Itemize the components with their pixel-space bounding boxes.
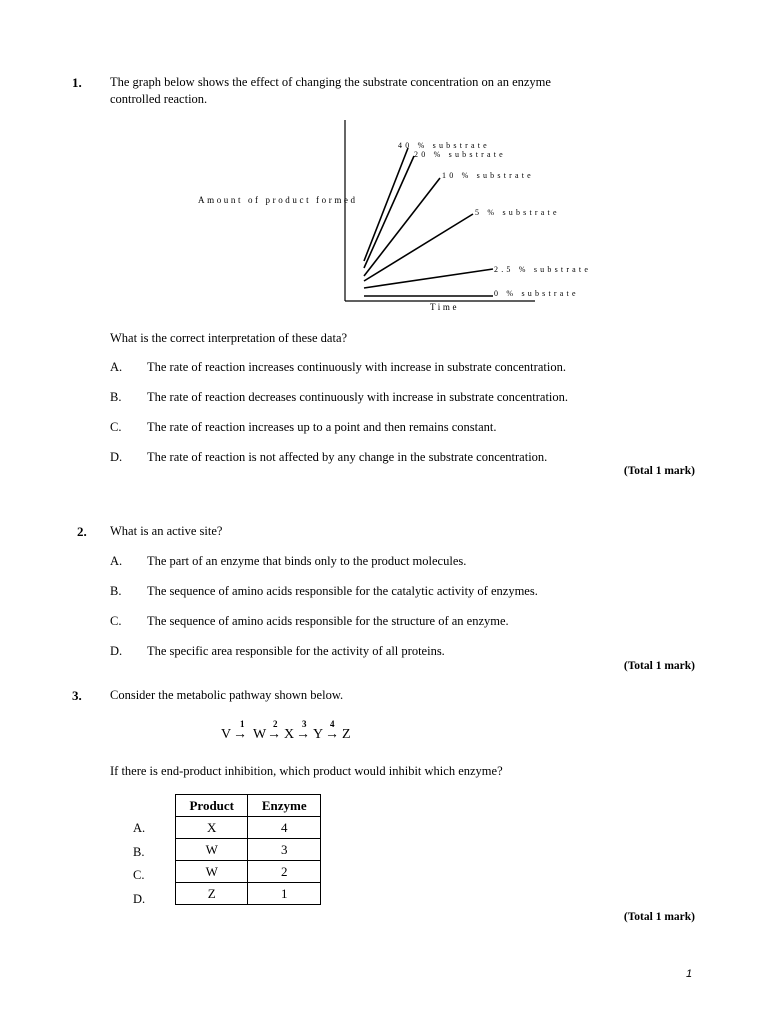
page-number: 1 [686,968,693,980]
label-10-percent: 10 % substrate [442,171,534,180]
graph-y-axis-label: Amount of product formed [198,195,358,205]
table-row [176,839,321,861]
label-2-5-percent: 2.5 % substrate [494,265,592,274]
table-row [176,883,321,905]
product-cell: W [176,839,248,861]
enzyme-cell: 3 [248,839,321,861]
pathway-arrow-1: → [233,727,247,742]
q1-number: 1. [72,75,82,90]
enzyme-cell: 1 [248,883,321,905]
product-cell: Z [176,883,248,905]
q1-option-d-letter: D. [110,450,123,464]
label-20-percent: 20 % substrate [414,150,506,159]
q2-option-c-text: The sequence of amino acids responsible for the structure of an enzyme. [147,614,509,628]
q1-stem-line2: controlled reaction. [110,92,208,106]
graph-x-axis-label: Time [430,302,460,312]
pathway-node-x: X [284,727,295,742]
pathway-arrow-4: → [325,727,339,742]
q2-total-marks: (Total 1 mark) [623,660,695,672]
product-cell: X [176,817,248,839]
table-row [176,817,321,839]
pathway-node-w: W [253,727,267,742]
q1-option-b-letter: B. [110,390,122,404]
enzyme-cell: 2 [248,861,321,883]
q3-option-b-letter: B. [133,845,145,859]
q1-option-a-letter: A. [110,360,123,374]
q2-option-d-text: The specific area responsible for the activity of all proteins. [147,644,445,658]
label-40-percent: 40 % substrate [398,141,490,150]
pathway-node-z: Z [342,727,351,742]
q3-number: 3. [72,688,82,703]
line-5-percent [364,214,473,281]
label-0-percent: 0 % substrate [494,289,579,298]
enzyme-number-1: 1 [240,719,245,729]
q1-option-b-text: The rate of reaction decreases continuously with increase in substrate concentration. [147,390,569,404]
q2-option-d-letter: D. [110,644,123,658]
q2-question: What is an active site? [110,524,223,538]
pathway-node-y: Y [313,727,324,742]
q2-option-a-text: The part of an enzyme that binds only to the product molecules. [147,554,467,568]
q2-option-c-letter: C. [110,614,122,628]
q1-option-c-letter: C. [110,420,122,434]
q1-question: What is the correct interpretation of these data? [110,331,348,345]
q3-stem: Consider the metabolic pathway shown below. [110,688,344,702]
enzyme-number-4: 4 [330,719,335,729]
q2-number: 2. [77,524,87,539]
q1-option-d-text: The rate of reaction is not affected by any change in the substrate concentration. [147,450,548,464]
q1-stem-line1: The graph below shows the effect of changing the substrate concentration on an enzyme [110,75,551,89]
q3-question: If there is end-product inhibition, which product would inhibit which enzyme? [110,764,503,778]
q3-option-c-letter: C. [133,868,145,882]
q2-option-b-letter: B. [110,584,122,598]
answer-table-header-row [176,795,321,817]
line-2-5-percent [364,269,493,288]
q3-option-d-letter: D. [133,892,146,906]
header-product: Product [176,795,248,817]
pathway-arrow-2: → [267,727,281,742]
q1-total-marks: (Total 1 mark) [623,465,695,477]
header-enzyme: Enzyme [248,795,321,817]
label-5-percent: 5 % substrate [475,208,560,217]
q2-option-a-letter: A. [110,554,123,568]
pathway-arrow-3: → [296,727,310,742]
enzyme-number-2: 2 [273,719,278,729]
line-20-percent [364,156,414,268]
product-cell: W [176,861,248,883]
table-row [176,861,321,883]
q1-option-a-text: The rate of reaction increases continuously with increase in substrate concentration. [147,360,566,374]
enzyme-number-3: 3 [302,719,307,729]
line-40-percent [364,148,408,261]
q1-option-c-text: The rate of reaction increases up to a point and then remains constant. [147,420,497,434]
q2-option-b-text: The sequence of amino acids responsible for the catalytic activity of enzymes. [147,584,538,598]
q3-total-marks: (Total 1 mark) [623,911,695,923]
q3-option-a-letter: A. [133,821,146,835]
pathway-node-v: V [221,727,232,742]
enzyme-cell: 4 [248,817,321,839]
line-10-percent [364,178,440,276]
answer-table [175,794,321,905]
